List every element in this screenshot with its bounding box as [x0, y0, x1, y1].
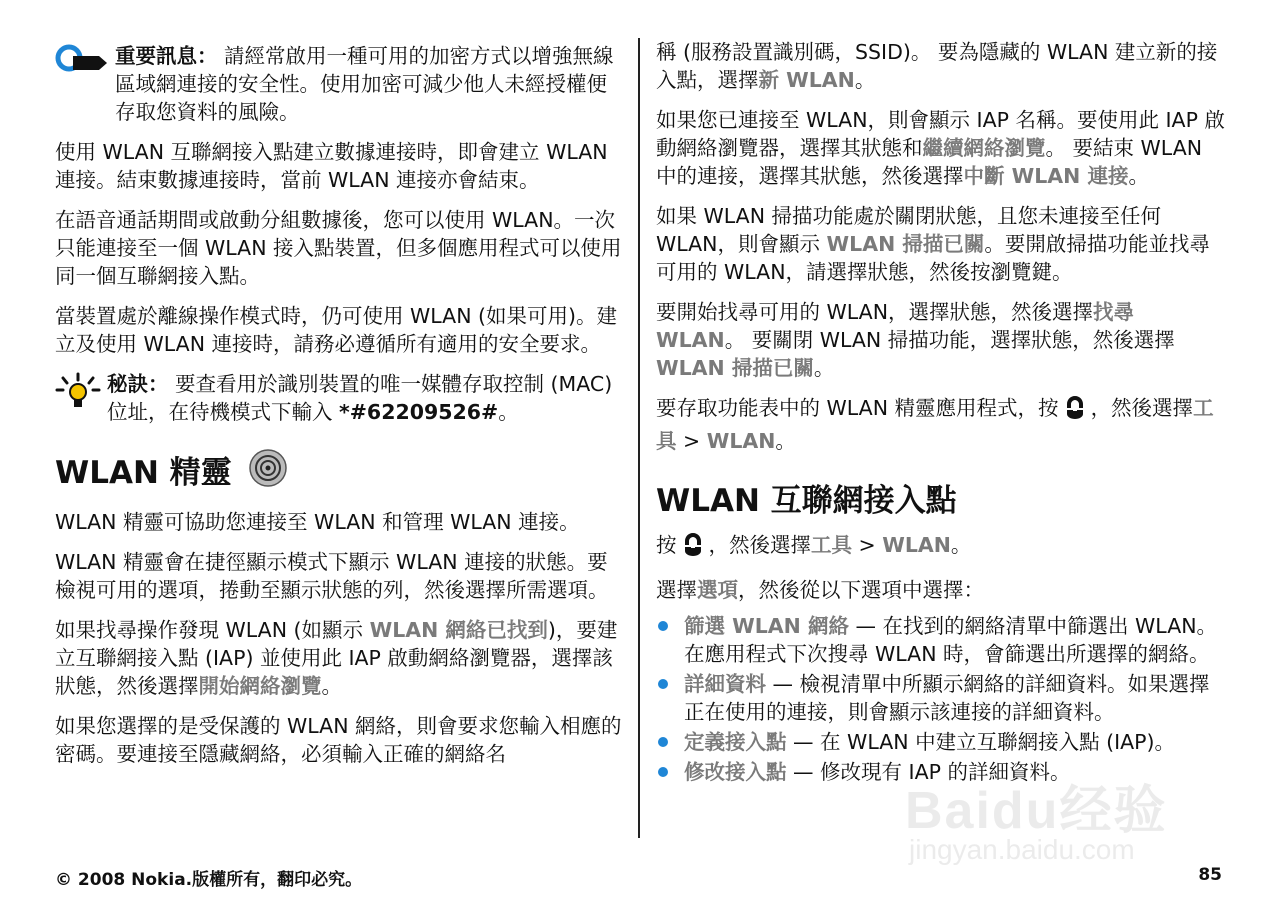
- paragraph: 在語音通話期間或啟動分組數據後，您可以使用 WLAN。一次只能連接至一個 WLAN 接入點裝置，但多個應用程式可以使用同一個互聯網接入點。: [55, 208, 622, 288]
- paragraph: 按 ，然後選擇工具 > WLAN。: [656, 531, 1228, 564]
- important-note: [55, 42, 625, 126]
- paragraph: 要開始找尋可用的 WLAN，選擇狀態，然後選擇找尋 WLAN。 要關閉 WLAN 掃描功能，選擇狀態，然後選擇 WLAN 掃描已關。: [656, 300, 1175, 380]
- important-note-icon: [55, 44, 109, 79]
- tip-text: 要查看用於識別裝置的唯一媒體存取控制 (MAC) 位址，在待機模式下輸入: [107, 372, 613, 424]
- paragraph: WLAN 精靈可協助您連接至 WLAN 和管理 WLAN 連接。: [55, 510, 580, 534]
- mac-code: *#62209526#: [339, 400, 499, 424]
- baidu-watermark: [905, 768, 1205, 878]
- ui-term: WLAN 掃描已關: [656, 356, 814, 380]
- tip-lightbulb-icon: [55, 372, 101, 417]
- ui-term: 繼續網絡瀏覽: [922, 136, 1046, 160]
- menu-key-icon: [681, 531, 705, 564]
- column-divider: [638, 38, 640, 838]
- list-item: 篩選 WLAN 網絡 — 在找到的網絡清單中篩選出 WLAN。在應用程式下次搜尋 WLAN 時，會篩選出所選擇的網絡。: [656, 612, 1228, 668]
- paragraph: 如果找尋操作發現 WLAN (如顯示 WLAN 網絡已找到)，要建立互聯網接入點 (IAP) 並使用此 IAP 啟動網絡瀏覽器，選擇該狀態，然後選擇開始網絡瀏覽。: [55, 618, 618, 698]
- paragraph: 使用 WLAN 互聯網接入點建立數據連接時，即會建立 WLAN 連接。結束數據連接時，當前 WLAN 連接亦會結束。: [55, 140, 608, 192]
- watermark-url: jingyan.baidu.com: [909, 834, 1135, 865]
- ui-term: WLAN 掃描已關: [826, 232, 985, 256]
- copyright: © 2008 Nokia.版權所有，翻印必究。: [55, 870, 363, 890]
- watermark-brand: Baidu经验: [905, 782, 1168, 840]
- paragraph: 選擇選項，然後從以下選項中選擇：: [656, 578, 984, 602]
- paragraph: 如果 WLAN 掃描功能處於關閉狀態，且您未連接至任何 WLAN，則會顯示 WLAN 掃描已關。要開啟掃描功能並找尋可用的 WLAN，請選擇狀態，然後按瀏覽鍵。: [656, 204, 1210, 284]
- paragraph: 當裝置處於離線操作模式時，仍可使用 WLAN (如果可用)。建立及使用 WLAN 連接時，請務必遵循所有適用的安全要求。: [55, 304, 618, 356]
- paragraph: 稱 (服務設置識別碼，SSID)。 要為隱藏的 WLAN 建立新的接入點，選擇新 WLAN。: [656, 40, 1218, 92]
- ui-term: 選項: [697, 578, 738, 602]
- ui-term: WLAN: [882, 533, 951, 557]
- wlan-wizard-icon: [248, 448, 288, 498]
- list-item: 詳細資料 — 檢視清單中所顯示網絡的詳細資料。如果選擇正在使用的連接，則會顯示該連接的詳細資料。: [656, 670, 1228, 726]
- list-item: 定義接入點 — 在 WLAN 中建立互聯網接入點 (IAP)。: [656, 728, 1228, 756]
- important-text: 請經常啟用一種可用的加密方式以增強無線區域網連接的安全性。使用加密可減少他人未經授權便存取您資料的風險。: [115, 44, 614, 124]
- options-list: [656, 612, 1228, 786]
- ui-term: 工具: [656, 396, 1214, 453]
- right-column: [656, 38, 1228, 788]
- important-label: 重要訊息：: [115, 44, 218, 68]
- ui-term: 工具: [811, 533, 852, 557]
- tip-label: 秘訣：: [107, 372, 169, 396]
- ui-term: WLAN 網絡已找到: [369, 618, 548, 642]
- section-heading-wlan-iap: WLAN 互聯網接入點: [656, 483, 957, 519]
- paragraph: 要存取功能表中的 WLAN 精靈應用程式，按 ，然後選擇工具 > WLAN。: [656, 396, 1214, 453]
- ui-term: 開始網絡瀏覽: [198, 674, 322, 698]
- paragraph: 如果您選擇的是受保護的 WLAN 網絡，則會要求您輸入相應的密碼。要連接至隱藏網絡，必須輸入正確的網絡名: [55, 714, 622, 766]
- page-number: 85: [1198, 865, 1222, 885]
- left-column: [55, 28, 625, 780]
- section-heading-wlan-wizard: WLAN 精靈: [55, 448, 625, 498]
- ui-term: 中斷 WLAN 連接: [963, 164, 1129, 188]
- ui-term: 新 WLAN: [758, 68, 855, 92]
- paragraph: 如果您已連接至 WLAN，則會顯示 IAP 名稱。要使用此 IAP 啟動網絡瀏覽器，選擇其狀態和繼續網絡瀏覽。 要結束 WLAN 中的連接，選擇其狀態，然後選擇中斷 WLAN 連接。: [656, 108, 1225, 188]
- ui-term: WLAN: [706, 429, 776, 453]
- ui-term: 找尋 WLAN: [656, 300, 1135, 352]
- menu-key-icon: [1063, 394, 1087, 427]
- list-item: 修改接入點 — 修改現有 IAP 的詳細資料。: [656, 758, 1228, 786]
- paragraph: WLAN 精靈會在捷徑顯示模式下顯示 WLAN 連接的狀態。要檢視可用的選項，捲動至顯示狀態的列，然後選擇所需選項。: [55, 550, 609, 602]
- tip-note: 秘訣： 要查看用於識別裝置的唯一媒體存取控制 (MAC) 位址，在待機模式下輸入 *#62209526#。: [55, 370, 625, 426]
